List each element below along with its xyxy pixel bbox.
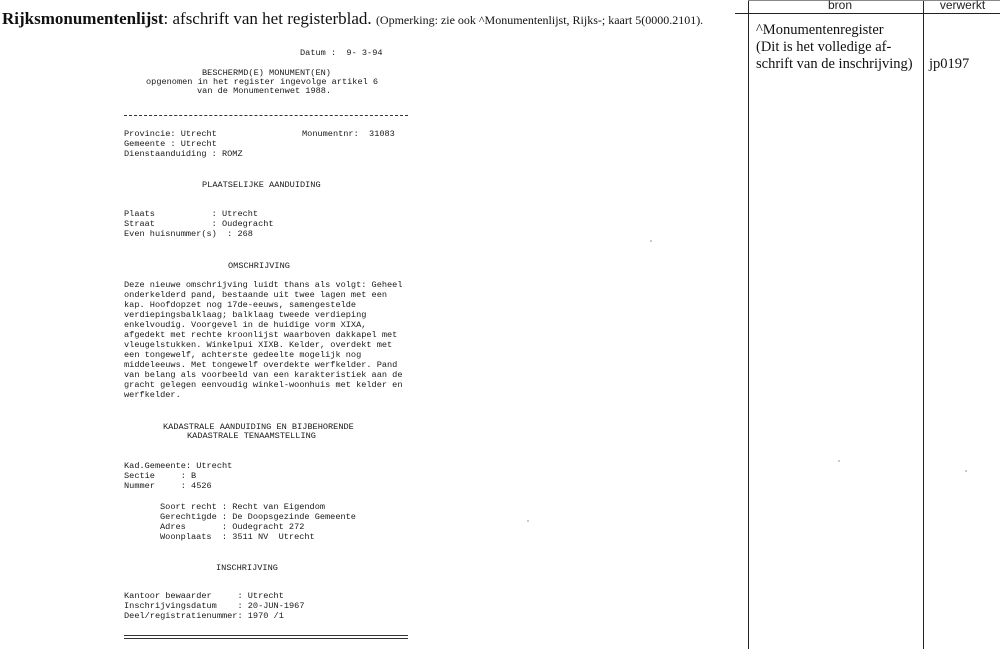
doc-datum: Datum : 9- 3-94 [300,48,383,58]
doc-omschrijving-line: werfkelder. [124,390,181,400]
doc-kad-line: Sectie : B [124,471,197,481]
verwerkt-code: jp0197 [929,56,970,72]
doc-omschrijving-line: afgedekt met rechte kroonlijst waarboven dakkapel met [124,330,398,340]
doc-omschrijving-line: een tongewelf, achterste gedeelte mogelijk nog [124,350,362,360]
scan-speck [965,470,967,472]
doc-omschrijving-line: middeleeuws. Met tongewelf overdekte werfkelder. Pand [124,360,398,370]
doc-monumentnr: Monumentnr: 31083 [302,129,395,139]
header-rule [735,13,1000,14]
doc-soort-line: Adres : Oudegracht 272 [160,522,305,532]
doc-kad-line: Nummer : 4526 [124,481,212,491]
card-title [2,9,703,30]
doc-gemeente: Gemeente : Utrecht [124,139,217,149]
doc-inschrijving-line: Deel/registratienummer: 1970 /1 [124,611,284,621]
bron-column-label: bron [827,0,853,12]
doc-soort-line: Woonplaats : 3511 NV Utrecht [160,532,315,542]
doc-plaats-line: Even huisnummer(s) : 268 [124,229,253,239]
scan-speck [650,240,652,242]
scan-speck [838,460,840,462]
doc-plaatselijke-heading: PLAATSELIJKE AANDUIDING [202,180,321,190]
doc-kad-line: Kad.Gemeente: Utrecht [124,461,233,471]
doc-omschrijving-line: kap. Hoofdopzet nog 17de-eeuws, samengestelde [124,300,357,310]
doc-inschrijving-line: Inschrijvingsdatum : 20-JUN-1967 [124,601,305,611]
bron-entry [756,22,924,73]
bron-line: ^Monumentenregister [756,22,884,38]
title-note: (Opmerking: zie ook ^Monumentenlijst, Rijks-; kaart 5(0000.2101). [375,13,704,27]
doc-omschrijving-line: vleugelstukken. Winkelpui XIXB. Kelder, overdekt met [124,340,393,350]
doc-omschrijving-line: enkelvoudig. Voorgevel in de huidige vorm XIXA, [124,320,367,330]
dashed-separator [124,115,408,116]
doc-soort-line: Gerechtigde : De Doopsgezinde Gemeente [160,512,356,522]
doc-omschrijving-line: Deze nieuwe omschrijving luidt thans als volgt: Geheel [124,280,403,290]
doc-dienst: Dienstaanduiding : ROMZ [124,149,243,159]
title-bold: Rijksmonumentenlijst [2,9,164,28]
double-end-rule [124,635,408,639]
bron-line: (Dit is het volledige af- [756,39,892,55]
scan-speck [527,520,529,522]
doc-plaats-line: Plaats : Utrecht [124,209,259,219]
doc-omschrijving-line: onderkelderd pand, bestaande uit twee lagen met een [124,290,388,300]
doc-heading-1: BESCHERMD(E) MONUMENT(EN) [202,68,331,78]
doc-heading-2: opgenomen in het register ingevolge artikel 6 [146,77,379,87]
doc-inschrijving-line: Kantoor bewaarder : Utrecht [124,591,284,601]
doc-kadastrale-heading-1: KADASTRALE AANDUIDING EN BIJBEHORENDE [163,422,354,432]
doc-omschrijving-line: verdiepingsbalklaag; balklaag tweede verdieping [124,310,367,320]
doc-plaats-line: Straat : Oudegracht [124,219,274,229]
divider-bron [748,0,749,649]
doc-soort-line: Soort recht : Recht van Eigendom [160,502,326,512]
doc-omschrijving-line: van belang als voorbeeld van een karakteristiek aan de [124,370,403,380]
doc-omschrijving-heading: OMSCHRIJVING [228,261,290,271]
title-rest: : afschrift van het registerblad. [163,9,372,28]
bron-line: schrift van de inschrijving) [756,56,913,72]
divider-verwerkt [923,0,924,649]
verwerkt-column-label: verwerkt [939,0,986,12]
doc-provincie: Provincie: Utrecht [124,129,217,139]
doc-heading-3: van de Monumentenwet 1988. [197,86,332,96]
doc-kadastrale-heading-2: KADASTRALE TENAAMSTELLING [187,431,316,441]
doc-inschrijving-heading: INSCHRIJVING [216,563,278,573]
doc-omschrijving-line: gracht gelegen eenvoudig winkel-woonhuis met kelder en [124,380,403,390]
